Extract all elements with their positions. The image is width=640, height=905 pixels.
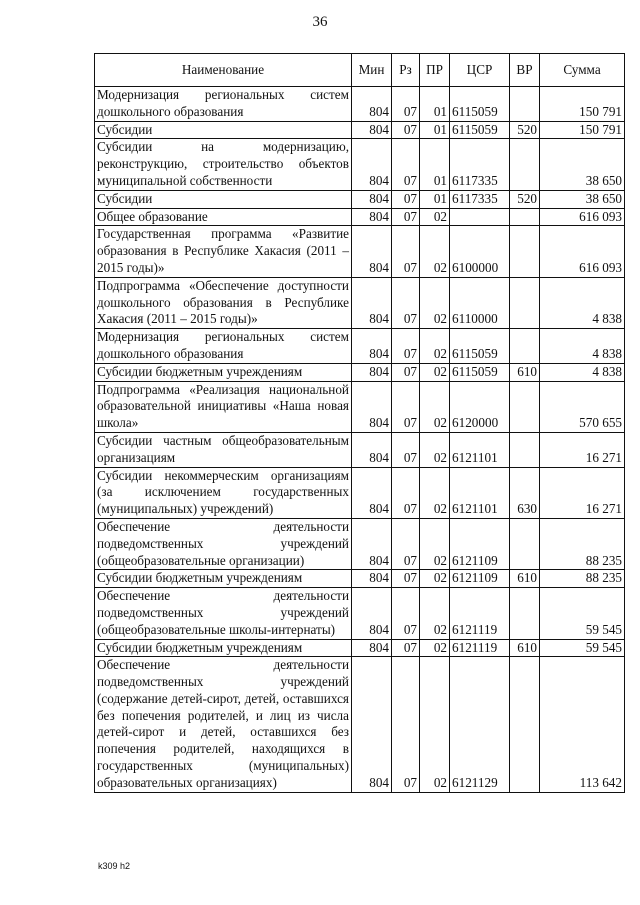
table-row bbox=[95, 87, 625, 122]
row-sum: 150 791 bbox=[540, 87, 625, 122]
row-pr: 02 bbox=[420, 381, 450, 432]
row-vr: 610 bbox=[510, 570, 540, 588]
row-sum: 38 650 bbox=[540, 139, 625, 190]
table-row bbox=[95, 518, 625, 569]
row-name: Общее образование bbox=[95, 208, 352, 226]
budget-table bbox=[94, 53, 625, 793]
row-vr: 520 bbox=[510, 190, 540, 208]
row-name: Подпрограмма «Обеспечение доступности дошкольного образования в Республике Хакасия (2011 – 2015 годы)» bbox=[95, 277, 352, 328]
row-rz: 07 bbox=[392, 87, 420, 122]
table-header-row bbox=[95, 54, 625, 87]
row-sum: 38 650 bbox=[540, 190, 625, 208]
header-sum: Сумма bbox=[540, 54, 625, 87]
row-rz: 07 bbox=[392, 226, 420, 277]
row-min: 804 bbox=[352, 121, 392, 139]
row-pr: 01 bbox=[420, 190, 450, 208]
row-sum: 16 271 bbox=[540, 467, 625, 518]
row-pr: 02 bbox=[420, 570, 450, 588]
table-row bbox=[95, 588, 625, 639]
row-csr: 6121129 bbox=[450, 657, 510, 792]
row-min: 804 bbox=[352, 432, 392, 467]
row-pr: 02 bbox=[420, 467, 450, 518]
row-pr: 01 bbox=[420, 121, 450, 139]
row-vr: 610 bbox=[510, 639, 540, 657]
row-csr: 6121109 bbox=[450, 518, 510, 569]
table-row bbox=[95, 226, 625, 277]
row-min: 804 bbox=[352, 570, 392, 588]
row-sum: 4 838 bbox=[540, 329, 625, 364]
row-pr: 02 bbox=[420, 363, 450, 381]
header-rz: Рз bbox=[392, 54, 420, 87]
row-name: Субсидии бюджетным учреждениям bbox=[95, 570, 352, 588]
row-vr bbox=[510, 588, 540, 639]
row-rz: 07 bbox=[392, 467, 420, 518]
row-sum: 616 093 bbox=[540, 226, 625, 277]
table-row bbox=[95, 190, 625, 208]
row-sum: 150 791 bbox=[540, 121, 625, 139]
row-name: Модернизация региональных систем дошкольного образования bbox=[95, 87, 352, 122]
row-min: 804 bbox=[352, 190, 392, 208]
row-rz: 07 bbox=[392, 639, 420, 657]
row-sum: 616 093 bbox=[540, 208, 625, 226]
table-row bbox=[95, 639, 625, 657]
header-csr: ЦСР bbox=[450, 54, 510, 87]
page-number: 36 bbox=[312, 14, 328, 30]
row-rz: 07 bbox=[392, 588, 420, 639]
table-row bbox=[95, 329, 625, 364]
footer-code: k309 h2 bbox=[98, 861, 131, 871]
table-row bbox=[95, 208, 625, 226]
row-min: 804 bbox=[352, 467, 392, 518]
row-rz: 07 bbox=[392, 277, 420, 328]
table-row bbox=[95, 657, 625, 792]
row-pr: 02 bbox=[420, 657, 450, 792]
row-sum: 4 838 bbox=[540, 277, 625, 328]
row-csr: 6121119 bbox=[450, 588, 510, 639]
row-rz: 07 bbox=[392, 139, 420, 190]
row-csr: 6115059 bbox=[450, 121, 510, 139]
row-csr: 6115059 bbox=[450, 329, 510, 364]
row-name: Субсидии бюджетным учреждениям bbox=[95, 363, 352, 381]
row-rz: 07 bbox=[392, 381, 420, 432]
row-name: Субсидии на модернизацию, реконструкцию, строительство объектов муниципальной собственности bbox=[95, 139, 352, 190]
row-pr: 01 bbox=[420, 87, 450, 122]
table-row bbox=[95, 467, 625, 518]
row-name: Субсидии бюджетным учреждениям bbox=[95, 639, 352, 657]
row-rz: 07 bbox=[392, 518, 420, 569]
row-name: Обеспечение деятельности подведомственных учреждений (общеобразовательные организации) bbox=[95, 518, 352, 569]
row-name: Обеспечение деятельности подведомственных учреждений (содержание детей-сирот, детей, оставшихся без попечения родителей, и лиц из числа детей-сирот и детей, оставшихся без попечения родителей, находящихся в государственных (муниципальных) образовательных организациях) bbox=[95, 657, 352, 792]
row-name: Модернизация региональных систем дошкольного образования bbox=[95, 329, 352, 364]
row-min: 804 bbox=[352, 518, 392, 569]
row-pr: 02 bbox=[420, 518, 450, 569]
row-rz: 07 bbox=[392, 432, 420, 467]
row-vr bbox=[510, 277, 540, 328]
row-vr bbox=[510, 381, 540, 432]
row-csr: 6110000 bbox=[450, 277, 510, 328]
row-min: 804 bbox=[352, 588, 392, 639]
header-pr: ПР bbox=[420, 54, 450, 87]
row-sum: 59 545 bbox=[540, 639, 625, 657]
table-row bbox=[95, 363, 625, 381]
row-rz: 07 bbox=[392, 363, 420, 381]
row-pr: 02 bbox=[420, 226, 450, 277]
row-min: 804 bbox=[352, 139, 392, 190]
row-vr: 520 bbox=[510, 121, 540, 139]
row-csr: 6115059 bbox=[450, 363, 510, 381]
row-csr: 6117335 bbox=[450, 190, 510, 208]
row-vr: 630 bbox=[510, 467, 540, 518]
row-rz: 07 bbox=[392, 190, 420, 208]
row-min: 804 bbox=[352, 329, 392, 364]
row-sum: 88 235 bbox=[540, 518, 625, 569]
row-csr: 6121101 bbox=[450, 467, 510, 518]
row-csr bbox=[450, 208, 510, 226]
row-name: Субсидии bbox=[95, 190, 352, 208]
table-row bbox=[95, 570, 625, 588]
row-min: 804 bbox=[352, 226, 392, 277]
row-min: 804 bbox=[352, 277, 392, 328]
header-vr: ВР bbox=[510, 54, 540, 87]
table-row bbox=[95, 381, 625, 432]
row-csr: 6115059 bbox=[450, 87, 510, 122]
row-min: 804 bbox=[352, 208, 392, 226]
row-sum: 16 271 bbox=[540, 432, 625, 467]
row-min: 804 bbox=[352, 657, 392, 792]
row-sum: 4 838 bbox=[540, 363, 625, 381]
table-row bbox=[95, 139, 625, 190]
row-min: 804 bbox=[352, 639, 392, 657]
row-pr: 02 bbox=[420, 329, 450, 364]
row-csr: 6121101 bbox=[450, 432, 510, 467]
table-row bbox=[95, 432, 625, 467]
row-name: Обеспечение деятельности подведомственных учреждений (общеобразовательные школы-интернаты) bbox=[95, 588, 352, 639]
row-name: Субсидии bbox=[95, 121, 352, 139]
table-row bbox=[95, 277, 625, 328]
row-pr: 02 bbox=[420, 432, 450, 467]
row-pr: 02 bbox=[420, 588, 450, 639]
row-csr: 6121109 bbox=[450, 570, 510, 588]
row-min: 804 bbox=[352, 363, 392, 381]
row-rz: 07 bbox=[392, 570, 420, 588]
row-pr: 01 bbox=[420, 139, 450, 190]
row-rz: 07 bbox=[392, 208, 420, 226]
row-csr: 6100000 bbox=[450, 226, 510, 277]
row-vr bbox=[510, 432, 540, 467]
row-vr bbox=[510, 329, 540, 364]
row-min: 804 bbox=[352, 381, 392, 432]
row-min: 804 bbox=[352, 87, 392, 122]
row-vr bbox=[510, 226, 540, 277]
header-name: Наименование bbox=[95, 54, 352, 87]
row-rz: 07 bbox=[392, 329, 420, 364]
row-pr: 02 bbox=[420, 639, 450, 657]
row-vr bbox=[510, 657, 540, 792]
row-sum: 113 642 bbox=[540, 657, 625, 792]
row-rz: 07 bbox=[392, 657, 420, 792]
row-sum: 59 545 bbox=[540, 588, 625, 639]
row-csr: 6120000 bbox=[450, 381, 510, 432]
row-sum: 570 655 bbox=[540, 381, 625, 432]
row-name: Субсидии некоммерческим организациям (за исключением государственных (муниципальных) учреждений) bbox=[95, 467, 352, 518]
row-csr: 6117335 bbox=[450, 139, 510, 190]
row-vr bbox=[510, 139, 540, 190]
row-pr: 02 bbox=[420, 208, 450, 226]
row-name: Субсидии частным общеобразовательным организациям bbox=[95, 432, 352, 467]
row-rz: 07 bbox=[392, 121, 420, 139]
row-sum: 88 235 bbox=[540, 570, 625, 588]
row-vr: 610 bbox=[510, 363, 540, 381]
row-name: Государственная программа «Развитие образования в Республике Хакасия (2011 – 2015 годы)» bbox=[95, 226, 352, 277]
row-pr: 02 bbox=[420, 277, 450, 328]
row-name: Подпрограмма «Реализация национальной образовательной инициативы «Наша новая школа» bbox=[95, 381, 352, 432]
row-vr bbox=[510, 87, 540, 122]
header-min: Мин bbox=[352, 54, 392, 87]
row-vr bbox=[510, 518, 540, 569]
row-csr: 6121119 bbox=[450, 639, 510, 657]
row-vr bbox=[510, 208, 540, 226]
table-row bbox=[95, 121, 625, 139]
